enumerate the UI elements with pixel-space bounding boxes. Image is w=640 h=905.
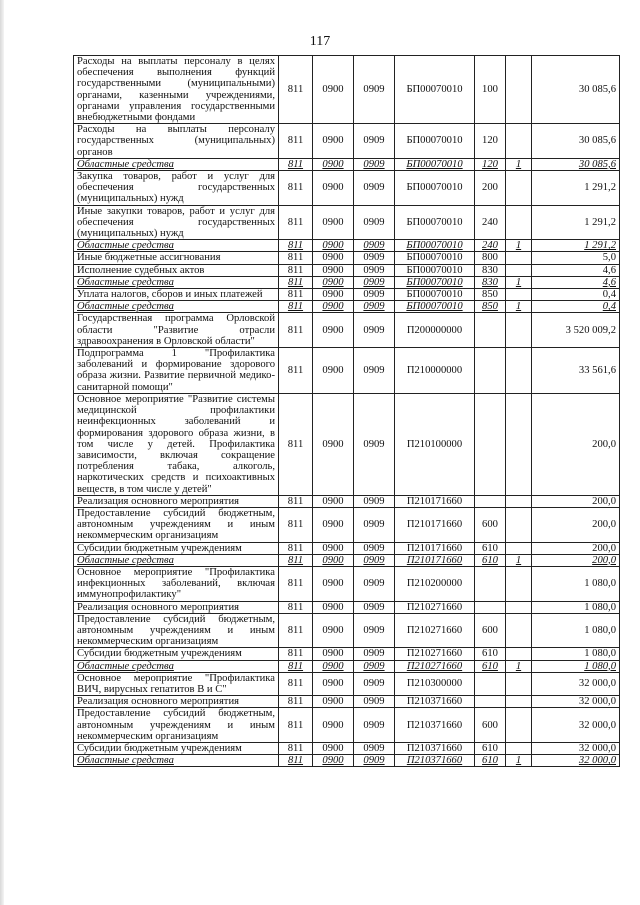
cell-subsection: 0909 [354, 554, 395, 566]
cell-name: Субсидии бюджетным учреждениям [74, 542, 279, 554]
cell-subsection: 0909 [354, 601, 395, 613]
table-body [74, 56, 620, 767]
cell-expense-type [475, 393, 506, 495]
cell-amount: 30 085,6 [532, 124, 620, 159]
cell-amount: 1 080,0 [532, 566, 620, 601]
cell-subsection: 0909 [354, 495, 395, 507]
cell-amount: 30 085,6 [532, 158, 620, 170]
cell-subsection: 0909 [354, 613, 395, 648]
cell-grbs: 811 [279, 696, 313, 708]
cell-expense-type: 610 [475, 660, 506, 672]
cell-subsection: 0909 [354, 672, 395, 695]
cell-subsection: 0909 [354, 566, 395, 601]
cell-subsection: 0909 [354, 264, 395, 276]
cell-subsection: 0909 [354, 205, 395, 240]
cell-section: 0900 [313, 660, 354, 672]
cell-section: 0900 [313, 696, 354, 708]
cell-funding-source [506, 252, 532, 264]
cell-grbs: 811 [279, 124, 313, 159]
cell-amount: 32 000,0 [532, 672, 620, 695]
cell-amount: 1 080,0 [532, 601, 620, 613]
cell-grbs: 811 [279, 264, 313, 276]
cell-name: Областные средства [74, 755, 279, 767]
cell-grbs: 811 [279, 660, 313, 672]
cell-name: Областные средства [74, 240, 279, 252]
cell-section: 0900 [313, 240, 354, 252]
cell-subsection: 0909 [354, 648, 395, 660]
cell-funding-source: 1 [506, 554, 532, 566]
cell-name: Основное мероприятие "Развитие системы медицинской профилактики неинфекционных заболеваний и формирования здорового образа жизни, в том числе у детей. Профилактика зависимости, включая сокращение потребления табака, алкоголь, наркотических средств и психоактивных веществ, в том числе у детей" [74, 393, 279, 495]
cell-grbs: 811 [279, 313, 313, 348]
cell-target-article: БП00070010 [395, 240, 475, 252]
cell-expense-type: 850 [475, 301, 506, 313]
cell-funding-source [506, 507, 532, 542]
cell-target-article: П200000000 [395, 313, 475, 348]
cell-expense-type [475, 672, 506, 695]
cell-grbs: 811 [279, 648, 313, 660]
cell-section: 0900 [313, 755, 354, 767]
cell-target-article: БП00070010 [395, 276, 475, 288]
cell-target-article: П210371660 [395, 696, 475, 708]
table-row [74, 252, 620, 264]
cell-section: 0900 [313, 566, 354, 601]
cell-amount: 5,0 [532, 252, 620, 264]
cell-expense-type: 120 [475, 124, 506, 159]
cell-funding-source [506, 742, 532, 754]
cell-amount: 1 291,2 [532, 171, 620, 206]
cell-amount: 32 000,0 [532, 742, 620, 754]
cell-section: 0900 [313, 542, 354, 554]
cell-funding-source: 1 [506, 240, 532, 252]
cell-target-article: П210271660 [395, 660, 475, 672]
cell-section: 0900 [313, 554, 354, 566]
cell-subsection: 0909 [354, 660, 395, 672]
table-row-regional-funds [74, 301, 620, 313]
cell-subsection: 0909 [354, 301, 395, 313]
cell-expense-type: 830 [475, 276, 506, 288]
cell-grbs: 811 [279, 554, 313, 566]
table-row [74, 348, 620, 394]
cell-section: 0900 [313, 264, 354, 276]
cell-subsection: 0909 [354, 348, 395, 394]
cell-target-article: П210371660 [395, 742, 475, 754]
cell-name: Областные средства [74, 554, 279, 566]
cell-funding-source [506, 672, 532, 695]
cell-subsection: 0909 [354, 171, 395, 206]
cell-funding-source [506, 264, 532, 276]
cell-expense-type: 610 [475, 648, 506, 660]
cell-section: 0900 [313, 158, 354, 170]
cell-funding-source [506, 313, 532, 348]
cell-grbs: 811 [279, 56, 313, 124]
table-row [74, 289, 620, 301]
cell-target-article: П210100000 [395, 393, 475, 495]
cell-expense-type: 600 [475, 708, 506, 743]
cell-target-article: П210000000 [395, 348, 475, 394]
cell-target-article: П210371660 [395, 755, 475, 767]
cell-funding-source: 1 [506, 301, 532, 313]
cell-subsection: 0909 [354, 289, 395, 301]
cell-expense-type [475, 313, 506, 348]
cell-section: 0900 [313, 742, 354, 754]
table-row [74, 393, 620, 495]
cell-amount: 32 000,0 [532, 755, 620, 767]
cell-amount: 1 291,2 [532, 240, 620, 252]
table-row-regional-funds [74, 276, 620, 288]
cell-funding-source [506, 348, 532, 394]
cell-name: Иные бюджетные ассигнования [74, 252, 279, 264]
table-row [74, 507, 620, 542]
cell-target-article: БП00070010 [395, 124, 475, 159]
cell-section: 0900 [313, 507, 354, 542]
cell-section: 0900 [313, 301, 354, 313]
cell-section: 0900 [313, 708, 354, 743]
cell-section: 0900 [313, 313, 354, 348]
cell-funding-source [506, 171, 532, 206]
cell-target-article: П210171660 [395, 554, 475, 566]
cell-grbs: 811 [279, 495, 313, 507]
cell-target-article: П210171660 [395, 507, 475, 542]
cell-grbs: 811 [279, 276, 313, 288]
cell-section: 0900 [313, 124, 354, 159]
cell-name: Расходы на выплаты персоналу государственных (муниципальных) органов [74, 124, 279, 159]
cell-amount: 32 000,0 [532, 696, 620, 708]
cell-expense-type: 600 [475, 507, 506, 542]
cell-funding-source: 1 [506, 755, 532, 767]
cell-amount: 1 080,0 [532, 648, 620, 660]
cell-funding-source [506, 542, 532, 554]
table-row-regional-funds [74, 660, 620, 672]
cell-funding-source [506, 696, 532, 708]
cell-section: 0900 [313, 613, 354, 648]
cell-amount: 200,0 [532, 495, 620, 507]
cell-target-article: БП00070010 [395, 301, 475, 313]
cell-expense-type: 610 [475, 755, 506, 767]
cell-name: Уплата налогов, сборов и иных платежей [74, 289, 279, 301]
cell-name: Иные закупки товаров, работ и услуг для обеспечения государственных (муниципальных) нужд [74, 205, 279, 240]
table-row [74, 495, 620, 507]
table-row [74, 264, 620, 276]
cell-grbs: 811 [279, 348, 313, 394]
cell-section: 0900 [313, 601, 354, 613]
cell-grbs: 811 [279, 708, 313, 743]
cell-expense-type: 240 [475, 205, 506, 240]
cell-amount: 1 080,0 [532, 613, 620, 648]
cell-funding-source [506, 124, 532, 159]
cell-subsection: 0909 [354, 393, 395, 495]
cell-target-article: П210200000 [395, 566, 475, 601]
cell-subsection: 0909 [354, 708, 395, 743]
cell-grbs: 811 [279, 301, 313, 313]
cell-subsection: 0909 [354, 742, 395, 754]
cell-expense-type: 800 [475, 252, 506, 264]
cell-target-article: П210171660 [395, 495, 475, 507]
cell-expense-type [475, 495, 506, 507]
cell-amount: 200,0 [532, 393, 620, 495]
cell-grbs: 811 [279, 601, 313, 613]
cell-name: Предоставление субсидий бюджетным, автономным учреждениям и иным некоммерческим организациям [74, 507, 279, 542]
cell-funding-source: 1 [506, 660, 532, 672]
cell-grbs: 811 [279, 252, 313, 264]
cell-name: Реализация основного мероприятия [74, 495, 279, 507]
cell-amount: 200,0 [532, 554, 620, 566]
cell-subsection: 0909 [354, 507, 395, 542]
cell-name: Основное мероприятие "Профилактика ВИЧ, вирусных гепатитов В и С" [74, 672, 279, 695]
cell-target-article: БП00070010 [395, 252, 475, 264]
cell-name: Предоставление субсидий бюджетным, автономным учреждениям и иным некоммерческим организациям [74, 613, 279, 648]
cell-name: Областные средства [74, 660, 279, 672]
cell-section: 0900 [313, 252, 354, 264]
table-row [74, 171, 620, 206]
cell-grbs: 811 [279, 507, 313, 542]
cell-target-article: П210300000 [395, 672, 475, 695]
cell-amount: 4,6 [532, 276, 620, 288]
cell-expense-type [475, 348, 506, 394]
table-row [74, 566, 620, 601]
table-row-regional-funds [74, 554, 620, 566]
table-row [74, 601, 620, 613]
table-row [74, 696, 620, 708]
cell-funding-source [506, 495, 532, 507]
cell-name: Основное мероприятие "Профилактика инфекционных заболеваний, включая иммунопрофилактику" [74, 566, 279, 601]
cell-expense-type: 600 [475, 613, 506, 648]
cell-name: Государственная программа Орловской области "Развитие отрасли здравоохранения в Орловской области" [74, 313, 279, 348]
cell-funding-source [506, 393, 532, 495]
cell-amount: 1 291,2 [532, 205, 620, 240]
cell-target-article: П210171660 [395, 542, 475, 554]
table-row [74, 542, 620, 554]
cell-funding-source [506, 566, 532, 601]
cell-target-article: БП00070010 [395, 171, 475, 206]
cell-subsection: 0909 [354, 124, 395, 159]
table-row [74, 742, 620, 754]
cell-subsection: 0909 [354, 56, 395, 124]
cell-amount: 33 561,6 [532, 348, 620, 394]
cell-name: Областные средства [74, 276, 279, 288]
cell-grbs: 811 [279, 542, 313, 554]
budget-table [73, 55, 620, 767]
cell-funding-source: 1 [506, 276, 532, 288]
cell-expense-type: 610 [475, 554, 506, 566]
cell-section: 0900 [313, 276, 354, 288]
cell-expense-type: 830 [475, 264, 506, 276]
page-number: 117 [309, 34, 331, 49]
cell-name: Реализация основного мероприятия [74, 696, 279, 708]
cell-name: Расходы на выплаты персоналу в целях обеспечения выполнения функций государственными (муниципальными) органами, казенными учреждениями, органами управления государственными внебюджетными фондами [74, 56, 279, 124]
cell-subsection: 0909 [354, 276, 395, 288]
cell-funding-source [506, 613, 532, 648]
cell-funding-source: 1 [506, 158, 532, 170]
cell-funding-source [506, 708, 532, 743]
cell-section: 0900 [313, 56, 354, 124]
cell-name: Субсидии бюджетным учреждениям [74, 648, 279, 660]
cell-grbs: 811 [279, 672, 313, 695]
cell-name: Закупка товаров, работ и услуг для обеспечения государственных (муниципальных) нужд [74, 171, 279, 206]
cell-subsection: 0909 [354, 755, 395, 767]
cell-name: Исполнение судебных актов [74, 264, 279, 276]
cell-expense-type: 200 [475, 171, 506, 206]
cell-amount: 30 085,6 [532, 56, 620, 124]
cell-grbs: 811 [279, 205, 313, 240]
table-row [74, 124, 620, 159]
cell-target-article: БП00070010 [395, 158, 475, 170]
cell-target-article: БП00070010 [395, 264, 475, 276]
cell-grbs: 811 [279, 566, 313, 601]
scan-edge [0, 0, 4, 905]
table-row-regional-funds [74, 158, 620, 170]
cell-section: 0900 [313, 171, 354, 206]
cell-name: Областные средства [74, 158, 279, 170]
cell-section: 0900 [313, 495, 354, 507]
cell-funding-source [506, 56, 532, 124]
table-row [74, 205, 620, 240]
cell-amount: 4,6 [532, 264, 620, 276]
cell-subsection: 0909 [354, 542, 395, 554]
table-row [74, 672, 620, 695]
cell-section: 0900 [313, 672, 354, 695]
cell-target-article: БП00070010 [395, 205, 475, 240]
table-row-regional-funds [74, 755, 620, 767]
cell-expense-type [475, 696, 506, 708]
table-row-regional-funds [74, 240, 620, 252]
cell-expense-type: 100 [475, 56, 506, 124]
cell-section: 0900 [313, 289, 354, 301]
cell-funding-source [506, 289, 532, 301]
cell-amount: 1 080,0 [532, 660, 620, 672]
cell-expense-type [475, 566, 506, 601]
cell-funding-source [506, 601, 532, 613]
cell-name: Предоставление субсидий бюджетным, автономным учреждениям и иным некоммерческим организациям [74, 708, 279, 743]
table-row [74, 648, 620, 660]
cell-expense-type: 610 [475, 542, 506, 554]
cell-subsection: 0909 [354, 696, 395, 708]
table-row [74, 313, 620, 348]
table-row [74, 613, 620, 648]
cell-grbs: 811 [279, 289, 313, 301]
cell-section: 0900 [313, 348, 354, 394]
cell-name: Субсидии бюджетным учреждениям [74, 742, 279, 754]
cell-grbs: 811 [279, 613, 313, 648]
cell-amount: 0,4 [532, 289, 620, 301]
cell-funding-source [506, 648, 532, 660]
cell-expense-type: 850 [475, 289, 506, 301]
cell-grbs: 811 [279, 158, 313, 170]
cell-name: Областные средства [74, 301, 279, 313]
cell-grbs: 811 [279, 755, 313, 767]
cell-amount: 3 520 009,2 [532, 313, 620, 348]
cell-target-article: П210271660 [395, 613, 475, 648]
cell-expense-type: 120 [475, 158, 506, 170]
table-row [74, 56, 620, 124]
cell-target-article: П210271660 [395, 601, 475, 613]
cell-subsection: 0909 [354, 252, 395, 264]
cell-target-article: БП00070010 [395, 289, 475, 301]
cell-name: Реализация основного мероприятия [74, 601, 279, 613]
cell-section: 0900 [313, 648, 354, 660]
cell-amount: 200,0 [532, 507, 620, 542]
table-row [74, 708, 620, 743]
cell-grbs: 811 [279, 742, 313, 754]
cell-amount: 200,0 [532, 542, 620, 554]
cell-target-article: П210371660 [395, 708, 475, 743]
cell-target-article: БП00070010 [395, 56, 475, 124]
cell-expense-type: 240 [475, 240, 506, 252]
cell-name: Подпрограмма 1 "Профилактика заболеваний и формирование здорового образа жизни. Развитие первичной медико-санитарной помощи" [74, 348, 279, 394]
cell-subsection: 0909 [354, 313, 395, 348]
cell-subsection: 0909 [354, 158, 395, 170]
cell-section: 0900 [313, 205, 354, 240]
cell-amount: 32 000,0 [532, 708, 620, 743]
cell-funding-source [506, 205, 532, 240]
cell-expense-type: 610 [475, 742, 506, 754]
cell-amount: 0,4 [532, 301, 620, 313]
cell-grbs: 811 [279, 393, 313, 495]
cell-expense-type [475, 601, 506, 613]
cell-section: 0900 [313, 393, 354, 495]
cell-grbs: 811 [279, 240, 313, 252]
cell-subsection: 0909 [354, 240, 395, 252]
cell-target-article: П210271660 [395, 648, 475, 660]
cell-grbs: 811 [279, 171, 313, 206]
